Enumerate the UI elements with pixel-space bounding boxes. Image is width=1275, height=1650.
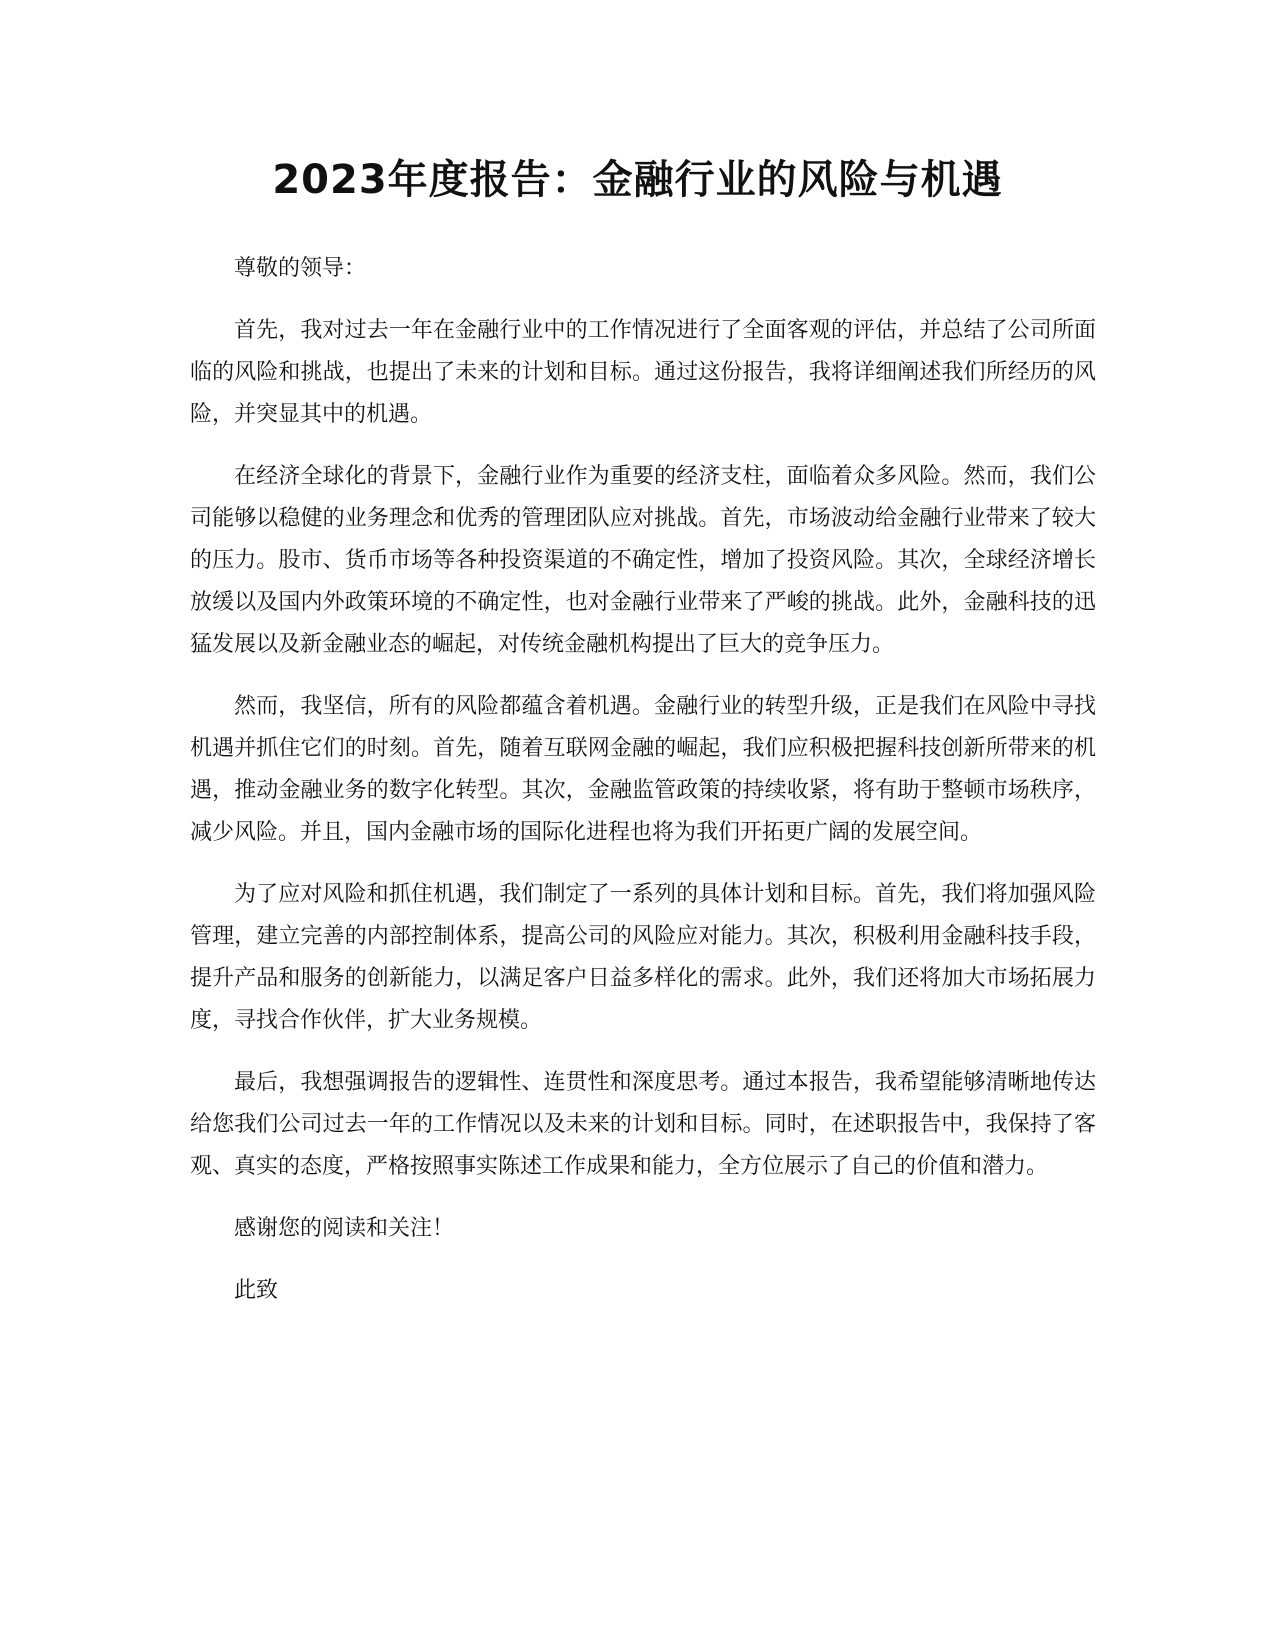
- salutation: 尊敬的领导：: [234, 256, 367, 281]
- paragraph-plans: 为了应对风险和抓住机遇，我们制定了一系列的具体计划和目标。首先，我们将加强风险管理，建立完善的内部控制体系，提高公司的风险应对能力。其次，积极利用金融科技手段，提升产品和服务的创新能力，以满足客户日益多样化的需求。此外，我们还将加大市场拓展力度，寻找合作伙伴，扩大业务规模。: [190, 882, 1096, 1033]
- paragraph-opportunities: 然而，我坚信，所有的风险都蕴含着机遇。金融行业的转型升级，正是我们在风险中寻找机遇并抓住它们的时刻。首先，随着互联网金融的崛起，我们应积极把握科技创新所带来的机遇，推动金融业务的数字化转型。其次，金融监管政策的持续收紧，将有助于整顿市场秩序，减少风险。并且，国内金融市场的国际化进程也将为我们开拓更广阔的发展空间。: [190, 694, 1096, 845]
- document-title: 2023年度报告：金融行业的风险与机遇: [272, 157, 1003, 203]
- document-body: [190, 248, 1096, 1332]
- paragraph-risks: 在经济全球化的背景下，金融行业作为重要的经济支柱，面临着众多风险。然而，我们公司能够以稳健的业务理念和优秀的管理团队应对挑战。首先，市场波动给金融行业带来了较大的压力。股市、货币市场等各种投资渠道的不确定性，增加了投资风险。其次，全球经济增长放缓以及国内外政策环境的不确定性，也对金融行业带来了严峻的挑战。此外，金融科技的迅猛发展以及新金融业态的崛起，对传统金融机构提出了巨大的竞争压力。: [190, 464, 1096, 657]
- paragraph-overview: 首先，我对过去一年在金融行业中的工作情况进行了全面客观的评估，并总结了公司所面临的风险和挑战，也提出了未来的计划和目标。通过这份报告，我将详细阐述我们所经历的风险，并突显其中的机遇。: [190, 318, 1096, 427]
- closing-thanks: 感谢您的阅读和关注！: [234, 1216, 455, 1241]
- closing-regards: 此致: [234, 1278, 279, 1303]
- paragraph-conclusion: 最后，我想强调报告的逻辑性、连贯性和深度思考。通过本报告，我希望能够清晰地传达给您我们公司过去一年的工作情况以及未来的计划和目标。同时，在述职报告中，我保持了客观、真实的态度，严格按照事实陈述工作成果和能力，全方位展示了自己的价值和潜力。: [190, 1070, 1096, 1179]
